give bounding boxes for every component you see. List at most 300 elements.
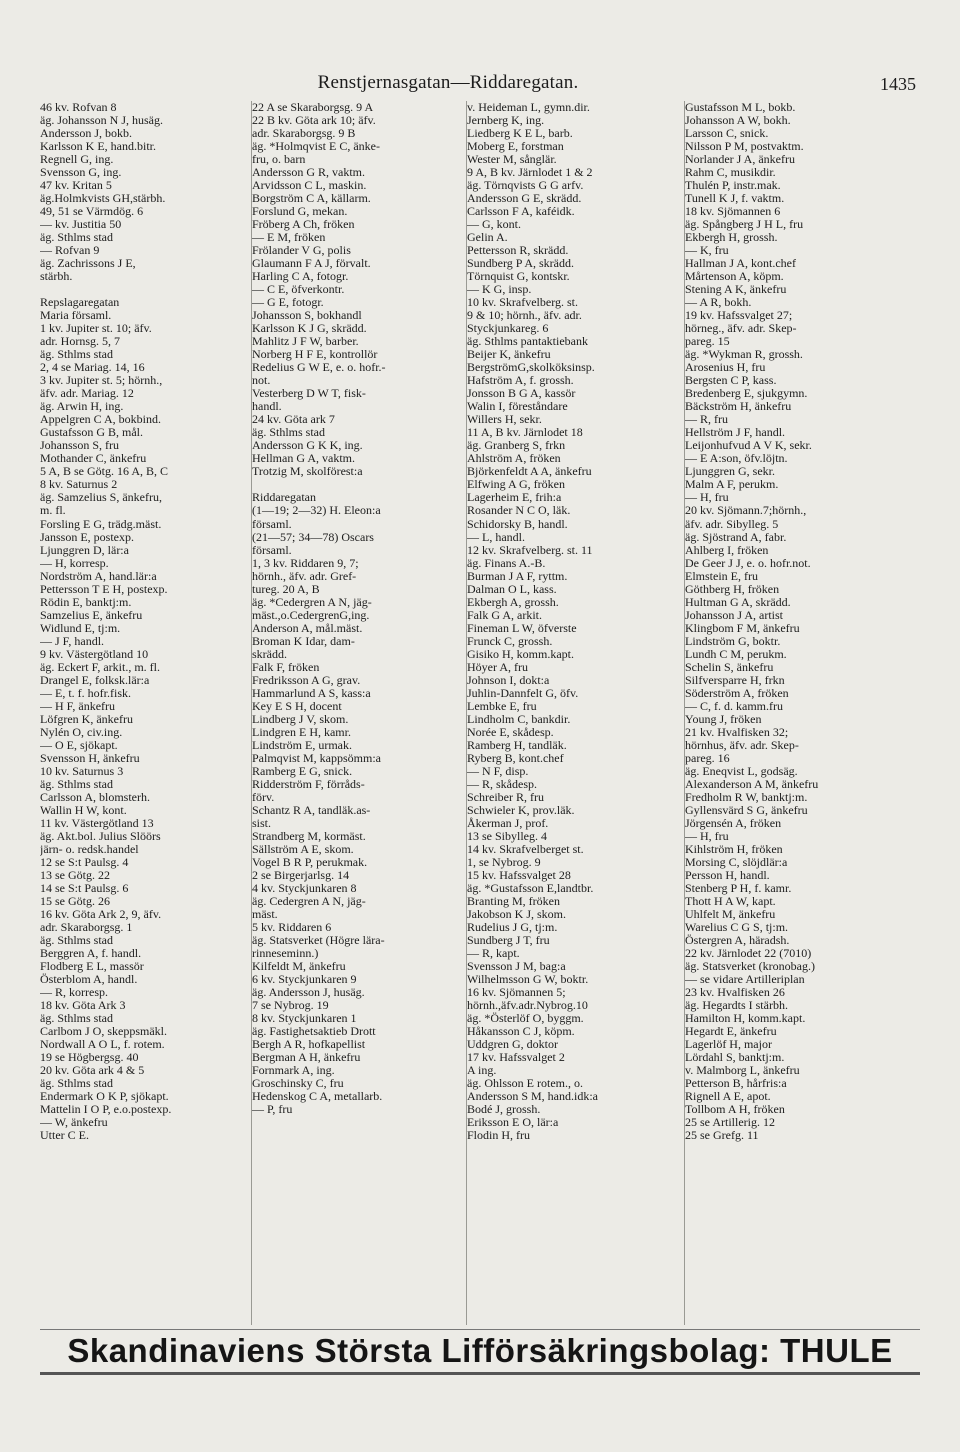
directory-entry: not. (252, 374, 271, 388)
directory-entry: Flodberg E L, massör (40, 960, 144, 974)
directory-entry: Rosander N C O, läk. (467, 504, 571, 518)
directory-entry: Lindström E, urmak. (252, 738, 352, 752)
directory-entry: församl. (252, 543, 292, 557)
directory-entry: Widlund E, tj:m. (40, 621, 121, 635)
directory-entry: Stening A K, änkefru (685, 283, 787, 297)
directory-entry: äg. Eckert F, arkit., m. fl. (40, 660, 161, 674)
directory-entry: Göthberg H, fröken (685, 582, 780, 596)
directory-entry: Svensson G, ing. (40, 166, 122, 180)
directory-entry: — H, fru (685, 491, 729, 505)
directory-entry: 1, 3 kv. Riddaren 9, 7; (252, 556, 359, 570)
column-2 (252, 101, 465, 1325)
directory-entry: äg.Holmkvists GH,stärbh. (40, 192, 166, 206)
directory-entry: 17 kv. Hafssvalget 2 (467, 1051, 565, 1065)
directory-entry: Uhlfelt M, änkefru (685, 907, 776, 921)
directory-entry: — J F, handl. (40, 634, 105, 648)
directory-entry: Norée E, skådesp. (467, 725, 554, 739)
directory-entry: Riddaregatan (252, 491, 316, 505)
directory-entry: Burman J A F, ryttm. (467, 569, 568, 583)
directory-entry: Johansson S, bokhandl (252, 309, 362, 323)
directory-entry: mäst. (252, 907, 278, 921)
directory-entry: Ekbergh A, grossh. (467, 595, 559, 609)
directory-entry: Ridderström F, förråds- (252, 777, 365, 791)
directory-entry: Klingbom F M, änkefru (685, 621, 800, 635)
directory-entry: Fredriksson A G, grav. (252, 673, 361, 687)
directory-entry: pareg. 16 (685, 751, 730, 765)
directory-entry: Malm A F, perukm. (685, 478, 779, 492)
directory-entry: 19 kv. Hafssvalget 27; (685, 309, 793, 323)
directory-entry: — C E, öfverkontr. (252, 283, 345, 297)
directory-entry: Juhlin-Dannfelt G, öfv. (467, 686, 579, 700)
directory-entry: Andersson G E, skrädd. (467, 192, 582, 206)
directory-entry: Mårtenson A, köpm. (685, 270, 784, 284)
directory-entry: Jakobson K J, skom. (467, 907, 567, 921)
directory-entry: 13 se Götg. 22 (40, 868, 110, 882)
directory-entry: äg. Statsverket (Högre lära- (252, 934, 385, 947)
page-header (0, 70, 960, 100)
directory-entry: Norberg H F E, kontrollör (252, 348, 378, 362)
directory-entry: Fineman L W, öfverste (467, 621, 577, 635)
directory-entry: Kihlström H, fröken (685, 842, 783, 856)
directory-entry: 15 se Götg. 26 (40, 894, 110, 908)
directory-entry: Leijonhufvud A V K, sekr. (685, 439, 812, 453)
directory-entry: 16 kv. Göta Ark 2, 9, äfv. (40, 907, 162, 921)
directory-entry: Mattelin I O P, e.o.postexp. (40, 1103, 172, 1117)
directory-entry: Ryberg B, kont.chef (467, 751, 564, 765)
directory-entry: förv. (252, 790, 275, 804)
directory-entry: äg. Cedergren A N, jäg- (252, 894, 366, 908)
directory-entry: Flodin H, fru (467, 1129, 530, 1143)
directory-entry: äg. Statsverket (kronobag.) (685, 960, 815, 974)
directory-entry: — R, kapt. (467, 947, 520, 961)
directory-entry: Gelin A. (467, 231, 508, 245)
directory-entry: hörnh.,äfv.adr.Nybrog.10 (467, 999, 588, 1013)
directory-entry: 5 kv. Riddaren 6 (252, 920, 332, 934)
directory-entry: A ing. (467, 1064, 497, 1078)
directory-entry: Schelin S, änkefru (685, 660, 774, 674)
directory-entry: Törnquist G, kontskr. (467, 270, 570, 284)
directory-entry: Hammarlund A S, kass:a (252, 686, 371, 700)
directory-entry: äg. *Gustafsson E,landtbr. (467, 881, 594, 895)
directory-entry: Kilfeldt M, änkefru (252, 960, 346, 974)
directory-entry: Carlsson A, blomsterh. (40, 790, 150, 804)
directory-entry: Andersson G R, vaktm. (252, 166, 365, 180)
directory-entry: Johansson S, fru (40, 439, 120, 453)
directory-entry: Alexanderson A M, änkefru (685, 777, 819, 791)
directory-entry: — R, skådesp. (467, 777, 537, 791)
directory-entry: äg. Eneqvist L, godsäg. (685, 764, 798, 778)
directory-entry: äg. Sjöstrand A, fabr. (685, 530, 787, 544)
directory-entry: — G E, fotogr. (252, 296, 324, 310)
directory-entry: äg. Johansson N J, husäg. (40, 114, 163, 128)
directory-entry: 8 kv. Saturnus 2 (40, 478, 118, 492)
directory-entry: — P, fru (252, 1103, 293, 1117)
directory-entry: Styckjunkareg. 6 (467, 322, 549, 336)
directory-entry: Nylén O, civ.ing. (40, 725, 123, 739)
directory-entry: Thulén P, instr.mak. (685, 179, 781, 193)
directory-entry: 13 se Sibylleg. 4 (467, 829, 547, 843)
column-1 (40, 101, 250, 1325)
directory-entry: Palmqvist M, kappsömm:a (252, 751, 381, 765)
directory-entry: 9 A, B kv. Järnlodet 1 & 2 (467, 166, 593, 180)
directory-entry: Hultman G A, skrädd. (685, 595, 791, 609)
directory-entry: Lördahl S, banktj:m. (685, 1051, 785, 1065)
directory-entry: hörneg., äfv. adr. Skep- (685, 322, 797, 336)
directory-entry: Wallin H W, kont. (40, 803, 127, 817)
directory-entry: Endermark O K P, sjökapt. (40, 1090, 169, 1104)
directory-entry: äfv. adr. Mariag. 12 (40, 387, 134, 401)
directory-entry: 20 kv. Göta ark 4 & 5 (40, 1064, 145, 1078)
directory-entry: — H, fru (685, 829, 729, 843)
directory-entry: församl. (252, 517, 292, 531)
directory-entry: Svensson J M, bag:a (467, 960, 566, 974)
directory-entry: 9 & 10; hörnh., äfv. adr. (467, 309, 582, 323)
directory-entry: Elmstein E, fru (685, 569, 758, 583)
directory-entry: Anderson A, mål.mäst. (252, 621, 363, 635)
directory-entry: Elfwing A G, fröken (467, 478, 565, 492)
directory-entry: Gustafsson G B, mål. (40, 426, 143, 440)
directory-entry: äg. Arwin H, ing. (40, 400, 124, 414)
directory-entry: Appelgren C A, bokbind. (40, 413, 161, 427)
directory-entry: 49, 51 se Värmdög. 6 (40, 205, 144, 219)
directory-entry: Löfgren K, änkefru (40, 712, 133, 726)
directory-entry: — G, kont. (467, 218, 521, 232)
directory-entry: Johansson A W, bokh. (685, 114, 791, 128)
directory-entry: Morsing C, slöjdlär:a (685, 855, 788, 869)
directory-entry: 1 kv. Jupiter st. 10; äfv. (40, 322, 152, 336)
directory-entry: Frölander V G, polis (252, 244, 351, 258)
directory-entry: äg. Samzelius S, änkefru, (40, 491, 162, 505)
directory-entry: Hamilton H, komm.kapt. (685, 1012, 806, 1026)
directory-entry: Höyer A, fru (467, 660, 528, 674)
directory-entry: 25 se Grefg. 11 (685, 1129, 759, 1143)
directory-entry: Ljunggren D, lär:a (40, 543, 129, 557)
directory-entry: hörnh., äfv. adr. Gref- (252, 569, 357, 583)
directory-entry: 3 kv. Jupiter st. 5; hörnh., (40, 374, 163, 388)
directory-entry: Åkerman J, prof. (467, 816, 549, 830)
directory-entry: äg. Hegardts I stärbh. (685, 999, 788, 1013)
directory-entry: Drangel E, folksk.lär:a (40, 673, 150, 687)
directory-entry: Sundberg P A, skrädd. (467, 257, 575, 271)
directory-entry: Karlsson K J G, skrädd. (252, 322, 367, 336)
directory-entry: — E A:son, öfv.löjtn. (685, 452, 788, 466)
directory-entry: Thott H A W, kapt. (685, 894, 776, 908)
directory-entry: Samzelius E, änkefru (40, 608, 143, 622)
directory-entry: Wester M, sånglär. (467, 153, 557, 167)
page-number: 1435 (880, 74, 916, 94)
directory-entry: 1, se Nybrog. 9 (467, 855, 541, 869)
directory-entry: Frunck C, grossh. (467, 634, 553, 648)
directory-entry: — kv. Justitia 50 (40, 218, 122, 232)
directory-entry: m. fl. (40, 504, 66, 518)
directory-entry: rinneseminn.) (252, 947, 319, 961)
directory-entry: äg. Zachrissons J E, (40, 257, 136, 271)
directory-entry: järn- o. redsk.handel (40, 842, 139, 856)
directory-entry: Petterson B, hårfris:a (685, 1077, 787, 1091)
directory-entry: Tollbom A H, fröken (685, 1103, 785, 1117)
directory-entry: v. Malmborg L, änkefru (685, 1064, 800, 1078)
directory-entry: äg. *Wykman R, grossh. (685, 348, 803, 362)
directory-entry: Repslagaregatan (40, 296, 120, 310)
directory-entry: Fröberg A Ch, fröken (252, 218, 355, 232)
directory-entry: Fornmark A, ing. (252, 1064, 335, 1078)
directory-entry: 18 kv. Göta Ark 3 (40, 999, 126, 1013)
directory-entry: Stenberg P H, f. kamr. (685, 881, 792, 895)
directory-entry: Lindberg J V, skom. (252, 712, 349, 726)
directory-entry: Regnell G, ing. (40, 153, 114, 167)
directory-entry: — A R, bokh. (685, 296, 752, 310)
directory-entry: Tunell K J, f. vaktm. (685, 192, 785, 206)
directory-entry: Persson H, handl. (685, 868, 770, 882)
directory-entry: 15 kv. Hafssvalget 28 (467, 868, 571, 882)
directory-entry: Ramberg H, tandläk. (467, 738, 567, 752)
directory-entry: Redelius G W E, e. o. hofr.- (252, 361, 386, 375)
directory-entry: pareg. 15 (685, 335, 730, 349)
directory-entry: handl. (252, 400, 282, 414)
directory-entry: 2, 4 se Mariag. 14, 16 (40, 361, 145, 375)
directory-entry: 14 kv. Skrafvelberget st. (467, 842, 584, 856)
directory-entry: Warelius C G S, tj:m. (685, 920, 789, 934)
directory-entry: Falk F, fröken (252, 660, 320, 674)
directory-entry: Falk G A, arkit. (467, 608, 542, 622)
directory-entry: 24 kv. Göta ark 7 (252, 413, 335, 427)
directory-entry: äg. *Cedergren A N, jäg- (252, 595, 372, 609)
directory-entry: Nordström A, hand.lär:a (40, 569, 157, 583)
directory-entry: Schwieler K, prov.läk. (467, 803, 575, 817)
directory-entry: Pettersson R, skrädd. (467, 244, 569, 258)
directory-entry: Bredenberg E, sjukgymn. (685, 387, 808, 401)
column-3 (467, 101, 683, 1325)
directory-entry: 14 se S:t Paulsg. 6 (40, 881, 129, 895)
directory-entry: äg. Sthlms stad (40, 231, 114, 245)
directory-entry: Österblom A, handl. (40, 973, 138, 987)
directory-entry: 10 kv. Saturnus 3 (40, 764, 124, 778)
directory-entry: äg. Ohlsson E rotem., o. (467, 1077, 583, 1091)
directory-entry: Carlbom J O, skeppsmäkl. (40, 1025, 167, 1039)
directory-entry: — K, fru (685, 244, 729, 258)
directory-entry: Bodé J, grossh. (467, 1103, 541, 1117)
directory-entry: Rahm C, musikdir. (685, 166, 776, 180)
directory-entry: Borgström C A, källarm. (252, 192, 371, 206)
directory-entry: Ekbergh H, grossh. (685, 231, 778, 245)
directory-entry: Söderström A, fröken (685, 686, 789, 700)
directory-entry: Larsson C, snick. (685, 127, 769, 141)
directory-entry (252, 478, 465, 491)
directory-entry: 8 kv. Styckjunkaren 1 (252, 1012, 357, 1026)
directory-entry: äg. Akt.bol. Julius Slöörs (40, 829, 161, 843)
directory-entry: Håkansson C J, köpm. (467, 1025, 575, 1039)
directory-entry: Pettersson T E H, postexp. (40, 582, 168, 596)
directory-entry: sist. (252, 816, 272, 830)
directory-entry: 23 kv. Hvalfisken 26 (685, 986, 785, 1000)
directory-entry: Lindholm C, bankdir. (467, 712, 571, 726)
directory-entry: — K G, insp. (467, 283, 532, 297)
directory-entry: tureg. 20 A, B (252, 582, 320, 596)
directory-entry: Hellström J F, handl. (685, 426, 786, 440)
directory-entry: Carlsson F A, kaféidk. (467, 205, 575, 219)
directory-entry: — O E, sjökapt. (40, 738, 118, 752)
directory-entry: Glaumann F A J, förvalt. (252, 257, 371, 271)
directory-entry: äg. Sthlms stad (40, 1077, 114, 1091)
directory-entry: äg. *Holmqvist E C, änke- (252, 140, 380, 154)
directory-entry: 22 kv. Järnlodet 22 (7010) (685, 947, 812, 961)
directory-entry: Wilhelmsson G W, boktr. (467, 973, 589, 987)
directory-columns (40, 101, 920, 1325)
directory-entry: Östergren A, häradsh. (685, 934, 790, 947)
directory-entry: äg. Sthlms pantaktiebank (467, 335, 588, 349)
directory-entry: Hafström A, f. grossh. (467, 374, 574, 388)
directory-entry: 6 kv. Styckjunkaren 9 (252, 973, 357, 987)
directory-entry: — E, t. f. hofr.fisk. (40, 686, 131, 700)
directory-entry: — R, fru (685, 413, 728, 427)
directory-entry: Lagerheim E, frih:a (467, 491, 562, 505)
directory-entry: Young J, fröken (685, 712, 762, 726)
directory-entry: 5 A, B se Götg. 16 A, B, C (40, 465, 169, 479)
directory-entry: — se vidare Artilleriplan (685, 973, 805, 987)
directory-entry: 22 B kv. Göta ark 10; äfv. (252, 114, 376, 128)
directory-entry: adr. Hornsg. 5, 7 (40, 335, 120, 349)
directory-entry: 12 se S:t Paulsg. 4 (40, 855, 129, 869)
directory-entry: 7 se Nybrog. 19 (252, 999, 329, 1013)
directory-entry: Hedenskog C A, metallarb. (252, 1090, 383, 1104)
directory-entry: Rudelius J G, tj:m. (467, 920, 558, 934)
directory-entry: 11 kv. Västergötland 13 (40, 816, 154, 830)
column-4 (685, 101, 920, 1325)
directory-entry: Karlsson K E, hand.bitr. (40, 140, 156, 154)
directory-entry: äg. Finans A.-B. (467, 556, 546, 570)
directory-entry: Lagerlöf H, major (685, 1038, 772, 1052)
directory-entry: Bäckström H, änkefru (685, 400, 792, 414)
directory-entry: Svensson H, änkefru (40, 751, 140, 765)
directory-entry: Vesterberg D W T, fisk- (252, 387, 366, 401)
directory-entry: Key E S H, docent (252, 699, 342, 713)
directory-entry: — Rofvan 9 (40, 244, 100, 258)
directory-entry: Bergh A R, hofkapellist (252, 1038, 366, 1052)
directory-entry: hörnhus, äfv. adr. Skep- (685, 738, 799, 752)
directory-entry: Utter C E. (40, 1129, 89, 1143)
directory-entry: Rignell A E, apot. (685, 1090, 771, 1104)
directory-entry: äg. Granberg S, frkn (467, 439, 566, 453)
directory-entry: Groschinsky C, fru (252, 1077, 344, 1091)
directory-entry: Moberg E, forstman (467, 140, 564, 154)
directory-entry: Jansson E, postexp. (40, 530, 134, 544)
directory-entry: 20 kv. Sjömann.7;hörnh., (685, 504, 807, 518)
directory-entry: 47 kv. Kritan 5 (40, 179, 112, 193)
directory-entry: Johnson I, dokt:a (467, 673, 550, 687)
directory-entry: äg. Spångberg J H L, fru (685, 218, 804, 232)
directory-entry: Gyllensvärd S G, änkefru (685, 803, 808, 817)
directory-entry: 16 kv. Sjömannen 5; (467, 986, 566, 1000)
directory-entry: 2 se Birgerjarlsg. 14 (252, 868, 350, 882)
directory-entry: Walin I, föreståndare (467, 400, 568, 414)
directory-entry: äg. Sthlms stad (40, 934, 114, 947)
directory-entry: adr. Skaraborgsg. 9 B (252, 127, 356, 141)
directory-entry: — R, korresp. (40, 986, 108, 1000)
directory-entry: Berggren A, f. handl. (40, 947, 142, 961)
directory-entry: Mahlitz J F W, barber. (252, 335, 359, 349)
directory-entry: 46 kv. Rofvan 8 (40, 101, 117, 114)
directory-entry (40, 283, 250, 296)
directory-entry: Strandberg M, kormäst. (252, 829, 366, 843)
directory-entry: Schreiber R, fru (467, 790, 544, 804)
directory-entry: — W, änkefru (40, 1116, 108, 1130)
directory-entry: Willers H, sekr. (467, 413, 542, 427)
directory-entry: 11 A, B kv. Järnlodet 18 (467, 426, 583, 440)
directory-entry: äg. Fastighetsaktieb Drott (252, 1025, 376, 1039)
directory-entry: 10 kv. Skrafvelberg. st. (467, 296, 578, 310)
directory-entry: Hellman G A, vaktm. (252, 452, 355, 466)
directory-entry: — N F, disp. (467, 764, 529, 778)
directory-entry: äfv. adr. Sibylleg. 5 (685, 517, 779, 531)
running-title: Renstjernasgatan—Riddaregatan. (317, 72, 579, 93)
directory-entry: Lindström G, boktr. (685, 634, 781, 648)
directory-entry: Lindgren E H, kamr. (252, 725, 351, 739)
directory-entry: Hallman J A, kont.chef (685, 257, 796, 271)
directory-entry: Andersson G K K, ing. (252, 439, 363, 453)
directory-entry: Björkenfeldt A A, änkefru (467, 465, 592, 479)
directory-entry: Sällström A E, skom. (252, 842, 354, 856)
directory-entry: stärbh. (40, 270, 73, 284)
directory-entry: Andersson J, bokb. (40, 127, 132, 141)
directory-entry: v. Heideman L, gymn.dir. (467, 101, 590, 114)
directory-entry: Harling C A, fotogr. (252, 270, 349, 284)
directory-entry: — H, korresp. (40, 556, 109, 570)
directory-entry: äg. Andersson J, husäg. (252, 986, 365, 1000)
directory-entry: BergströmG,skolköksinsp. (467, 361, 595, 375)
directory-entry: Schantz R A, tandläk.as- (252, 803, 371, 817)
directory-entry: äg. Sthlms stad (252, 426, 326, 440)
directory-entry: Fredholm R W, banktj:m. (685, 790, 808, 804)
directory-entry: Forsling E G, trädg.mäst. (40, 517, 162, 531)
directory-entry: skrädd. (252, 647, 287, 661)
directory-entry: Lundh C M, perukm. (685, 647, 787, 661)
directory-entry: Nilsson P M, postvaktm. (685, 140, 804, 154)
directory-entry: Ahlberg I, fröken (685, 543, 769, 557)
directory-entry: mäst.,o.CedergrenG,ing. (252, 608, 370, 622)
directory-entry: Sundberg J T, fru (467, 934, 550, 947)
directory-entry: Nordwall A O L, f. rotem. (40, 1038, 165, 1052)
directory-entry: Broman K Idar, dam- (252, 634, 355, 648)
directory-entry: fru, o. barn (252, 153, 306, 167)
directory-entry: Jonsson B G A, kassör (467, 387, 576, 401)
directory-entry: adr. Skaraborgsg. 1 (40, 920, 133, 934)
directory-entry: Branting M, fröken (467, 894, 560, 908)
directory-entry: Eriksson E O, lär:a (467, 1116, 559, 1130)
directory-entry: 21 kv. Hvalfisken 32; (685, 725, 789, 739)
directory-entry: Forslund G, mekan. (252, 205, 348, 219)
directory-entry: äg. Sthlms stad (40, 348, 114, 362)
directory-entry: Jörgensén A, fröken (685, 816, 782, 830)
directory-entry: Bergman A H, änkefru (252, 1051, 361, 1065)
directory-entry: Andersson S M, hand.idk:a (467, 1090, 598, 1104)
directory-entry: Beijer K, änkefru (467, 348, 551, 362)
directory-entry: Schidorsky B, handl. (467, 517, 568, 531)
directory-entry: 18 kv. Sjömannen 6 (685, 205, 781, 219)
directory-entry: Ramberg E G, snick. (252, 764, 353, 778)
directory-entry: Maria församl. (40, 309, 112, 323)
directory-entry: Trotzig M, skolförest:a (252, 465, 363, 479)
directory-entry: (21—57; 34—78) Oscars (252, 530, 374, 544)
directory-entry: 25 se Artillerig. 12 (685, 1116, 775, 1130)
directory-entry: Johansson J A, artist (685, 608, 784, 622)
directory-entry: Arvidsson C L, maskin. (252, 179, 367, 193)
directory-entry: äg. *Österlöf O, byggm. (467, 1012, 584, 1026)
directory-entry: Liedberg K E L, barb. (467, 127, 573, 141)
directory-entry: 9 kv. Västergötland 10 (40, 647, 149, 661)
directory-entry: 12 kv. Skrafvelberg. st. 11 (467, 543, 593, 557)
directory-entry: — C, f. d. kamm.fru (685, 699, 783, 713)
directory-entry: Jernberg K, ing. (467, 114, 545, 128)
